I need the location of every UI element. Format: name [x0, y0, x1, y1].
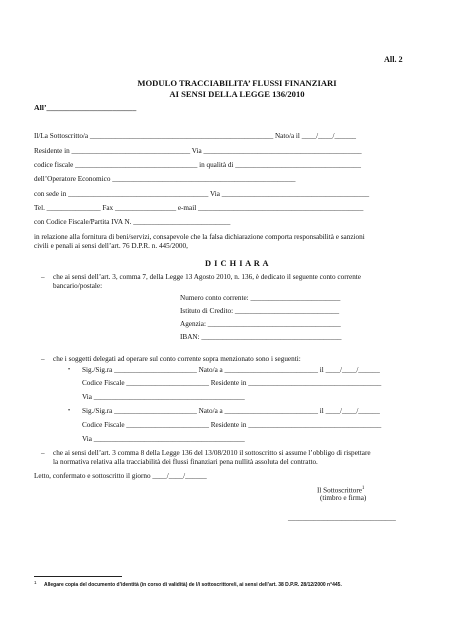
signature-line[interactable]: ______________________________ [288, 514, 396, 522]
delegate2-address-field[interactable]: Via __________________________________________ [82, 435, 245, 443]
bullet-dash: – [41, 273, 45, 281]
contact-field[interactable]: Tel. _______________ Fax _________________ e-mail ______________________________________________ [34, 204, 364, 212]
section1-line2: bancario/postale: [53, 282, 103, 290]
bullet-dot: • [68, 408, 71, 414]
bank-name-field[interactable]: Istituto di Credito: _____________________________ [180, 307, 340, 315]
section1-line1: che ai sensi dell’art. 3, comma 7, della Legge 13 Agosto 2010, n. 136, è dedicato il seguente conto corrente [53, 273, 361, 281]
document-title: MODULO TRACCIABILITA’ FLUSSI FINANZIARI [137, 78, 337, 88]
delegate1-tax-code-field[interactable]: Codice Fiscale _______________________ Residente in _____________________________________ [82, 379, 382, 387]
signer-note: (timbro e firma) [320, 494, 367, 502]
delegate2-tax-code-field[interactable]: Codice Fiscale _______________________ Residente in _____________________________________ [82, 421, 382, 429]
vat-number-field[interactable]: con Codice Fiscale/Partita IVA N. ___________________________ [34, 218, 231, 226]
section3-line1: che ai sensi dell’art. 3 comma 8 della Legge 136 del 13/08/2010 il sottoscritto si assume l’obbligo di rispettare [53, 449, 371, 457]
delegates-intro: che i soggetti delegati ad operare sul conto corrente sopra menzionato sono i seguenti: [53, 355, 301, 363]
delegate1-name-field[interactable]: Sig./Sig.ra _______________________ Nato/a a __________________________ il ____/____/______ [82, 366, 380, 374]
economic-operator-field[interactable]: dell’Operatore Economico ___________________________________________________ [34, 175, 296, 183]
residence-field[interactable]: Residente in _________________________________ Via ____________________________________________ [34, 147, 362, 155]
iban-field[interactable]: IBAN: _______________________________________ [180, 333, 342, 341]
bullet-dash: – [41, 449, 45, 457]
footnote-text: Allegare copia del documento d’identità (in corso di validità) de l/i sottoscrittore/i, ai sensi dell’art. 38 D.P.R. 28/12/2000 n°445. [44, 582, 342, 588]
addressee-field[interactable]: All’_______________________ [34, 103, 137, 112]
footnote-ref: 1 [361, 486, 365, 491]
section3-line2: la normativa relativa alla tracciabilità dei flussi finanziari pena nullità assoluta del contratto. [53, 458, 318, 466]
declaration-intro-line1: in relazione alla fornitura di beni/servizi, consapevole che la falsa dichiarazione comporta responsabilità e sanzioni [34, 233, 365, 241]
bullet-dash: – [41, 355, 45, 363]
dichiara-heading: D I C H I A R A [204, 259, 270, 268]
footnote-marker: 1 [34, 580, 37, 585]
delegate2-name-field[interactable]: Sig./Sig.ra _______________________ Nato/a a __________________________ il ____/____/______ [82, 407, 380, 415]
tax-code-role-field[interactable]: codice fiscale __________________________________ in qualità di ___________________________________ [34, 161, 361, 169]
signatory-name-field[interactable]: Il/La Sottoscritto/a ___________________________________________________ Nato/a il ____/____/______ [34, 132, 357, 140]
footnote-divider [34, 576, 122, 577]
headquarters-field[interactable]: con sede in _______________________________________ Via _________________________________________ [34, 190, 370, 198]
branch-field[interactable]: Agenzia: _____________________________________ [180, 320, 341, 328]
signer-label-text: Il Sottoscrittore [317, 486, 362, 495]
document-subtitle: AI SENSI DELLA LEGGE 136/2010 [169, 89, 305, 99]
attachment-label: All. 2 [384, 55, 403, 64]
bullet-dot: • [68, 367, 71, 373]
place-date-field[interactable]: Letto, confermato e sottoscritto il giorno ____/____/______ [34, 472, 207, 480]
declaration-intro-line2: civili e penali ai sensi dell’art. 76 D.P.R. n. 445/2000, [34, 242, 188, 250]
account-number-field[interactable]: Numero conto corrente: _________________________ [180, 294, 341, 302]
delegate1-address-field[interactable]: Via __________________________________________ [82, 393, 245, 401]
